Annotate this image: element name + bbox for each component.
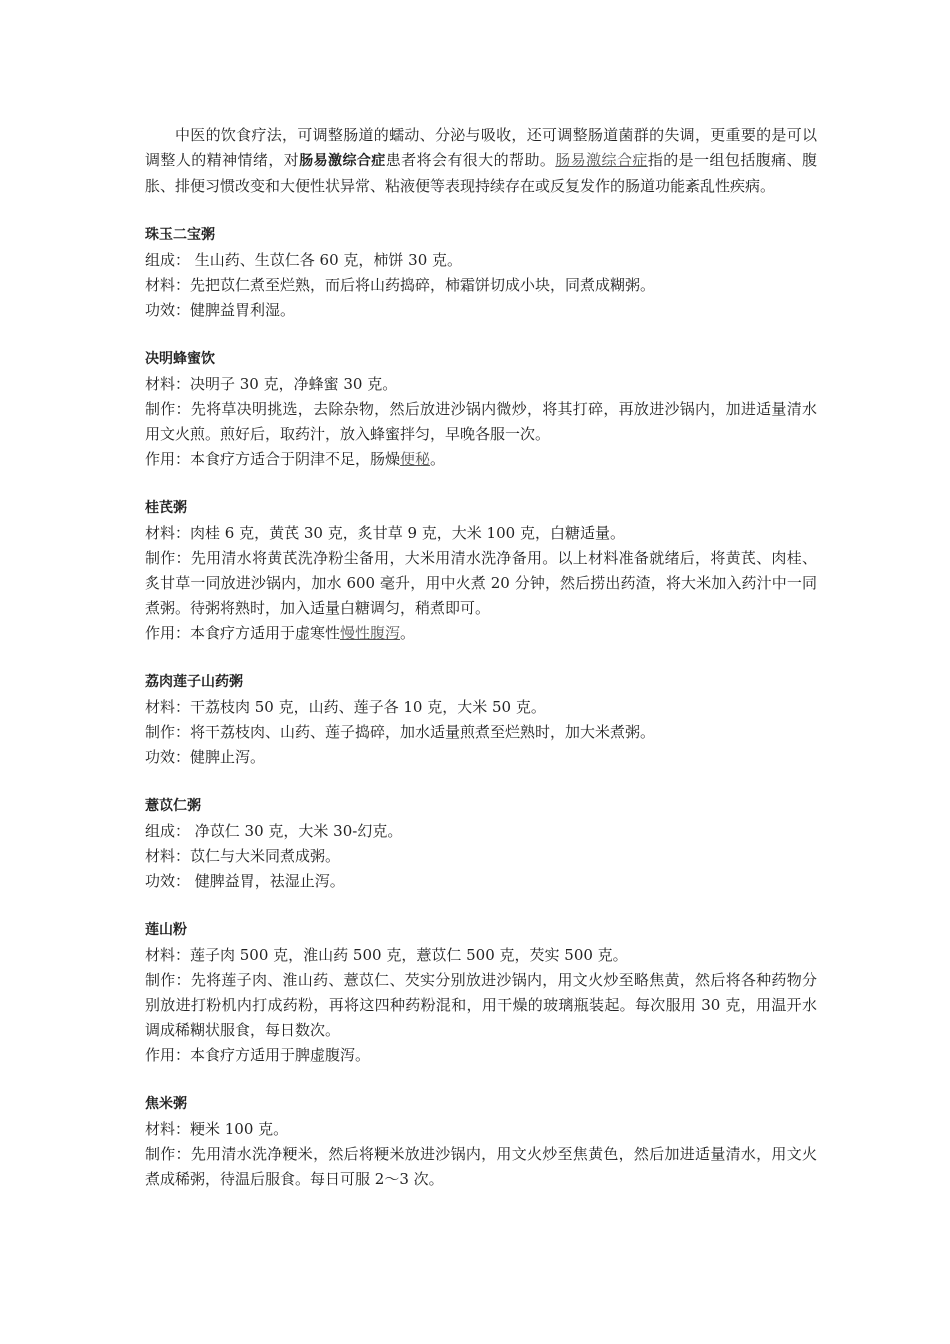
recipe-line: 材料：先把苡仁煮至烂熟，而后将山药捣碎，柿霜饼切成小块，同煮成糊粥。 — [145, 276, 656, 294]
effect-end: 。 — [400, 624, 416, 642]
recipe-line: 制作：先将草决明挑选，去除杂物，然后放进沙锅内微炒，将其打碎，再放进沙锅内，加进适量清水用文火煎。煎好后，取药汁，放入蜂蜜拌匀，早晚各服一次。 — [145, 400, 817, 443]
intro-text-c: 指的是一组包括腹痛、腹胀、排便习惯改变和大便性状异常、粘液便等表现持续存在或反复发作的肠道功能紊乱性疾病。 — [145, 151, 817, 195]
recipe-line: 制作：先用清水洗净粳米，然后将粳米放进沙锅内，用文火炒至焦黄色，然后加进适量清水，用文火煮成稀粥，待温后服食。每日可服 2～3 次。 — [145, 1145, 817, 1188]
recipe-zhuyu-erbao-porridge — [145, 223, 817, 323]
recipe-line: 材料：苡仁与大米同煮成粥。 — [145, 847, 341, 865]
recipe-line: 材料：肉桂 6 克，黄芪 30 克，炙甘草 9 克，大米 100 克，白糖适量。 — [145, 524, 625, 542]
intro-text-b: 患者将会有很大的帮助。 — [385, 151, 556, 169]
recipe-effect-line — [145, 621, 817, 646]
recipe-title: 薏苡仁粥 — [145, 798, 201, 814]
recipe-jueming-honey-drink — [145, 347, 817, 472]
recipe-line: 材料：干荔枝肉 50 克，山药、莲子各 10 克，大米 50 克。 — [145, 698, 546, 716]
recipe-lian-shan-powder — [145, 918, 817, 1068]
recipe-title: 决明蜂蜜饮 — [145, 351, 215, 367]
recipe-line: 组成： 生山药、生苡仁各 60 克，柿饼 30 克。 — [145, 251, 463, 269]
recipe-line: 材料：粳米 100 克。 — [145, 1120, 289, 1138]
recipe-title: 荔肉莲子山药粥 — [145, 674, 243, 690]
recipe-line: 材料：决明子 30 克，净蜂蜜 30 克。 — [145, 375, 398, 393]
recipe-line: 功效： 健脾益胃，祛湿止泻。 — [145, 872, 345, 890]
recipe-coix-seed-porridge — [145, 794, 817, 894]
recipe-effect-line — [145, 447, 817, 472]
recipe-line: 材料：莲子肉 500 克，淮山药 500 克，薏苡仁 500 克，芡实 500 克。 — [145, 946, 628, 964]
recipe-line: 制作：将干荔枝肉、山药、莲子捣碎，加水适量煎煮至烂熟时，加大米煮粥。 — [145, 723, 656, 741]
recipe-title: 珠玉二宝粥 — [145, 227, 215, 243]
recipe-lychee-lotus-yam-porridge — [145, 670, 817, 770]
chronic-diarrhea-link[interactable]: 慢性腹泻 — [340, 624, 401, 642]
recipe-title: 桂芪粥 — [145, 500, 187, 516]
effect-end: 。 — [430, 450, 446, 468]
constipation-link[interactable]: 便秘 — [400, 450, 431, 468]
recipe-line: 功效：健脾益胃利湿。 — [145, 301, 296, 319]
effect-text: 作用：本食疗方适用于虚寒性 — [145, 624, 341, 642]
document-page — [145, 123, 817, 1216]
recipe-gui-qi-porridge — [145, 496, 817, 646]
recipe-scorched-rice-porridge — [145, 1092, 817, 1192]
intro-paragraph — [145, 123, 817, 199]
intro-text-a: 中医的饮食疗法，可调整肠道的蠕动、分泌与吸收，还可调整肠道菌群的失调，更重要的是可以调整人的精神情绪，对 — [145, 126, 817, 169]
recipe-line: 功效：健脾止泻。 — [145, 748, 266, 766]
intro-bold-term: 肠易激综合症 — [299, 153, 386, 169]
recipe-line: 作用：本食疗方适用于脾虚腹泻。 — [145, 1046, 371, 1064]
effect-text: 作用：本食疗方适合于阴津不足，肠燥 — [145, 450, 401, 468]
recipe-line: 组成： 净苡仁 30 克，大米 30-幻克。 — [145, 822, 403, 840]
recipe-line: 制作：先将莲子肉、淮山药、薏苡仁、芡实分别放进沙锅内，用文火炒至略焦黄，然后将各种药物分别放进打粉机内打成药粉，再将这四种药粉混和，用干燥的玻璃瓶装起。每次服用 30 克，用温开水调成稀糊状服食，每日数次。 — [145, 971, 817, 1039]
recipe-title: 焦米粥 — [145, 1096, 187, 1112]
recipe-line: 制作：先用清水将黄芪洗净粉尘备用，大米用清水洗净备用。以上材料准备就绪后，将黄芪、肉桂、炙甘草一同放进沙锅内，加水 600 毫升，用中火煮 20 分钟，然后捞出药渣，将大米加入药汁中一同煮粥。待粥将熟时，加入适量白糖调匀，稍煮即可。 — [145, 549, 817, 617]
recipe-title: 莲山粉 — [145, 922, 187, 938]
ibs-link[interactable]: 肠易激综合症 — [555, 151, 648, 169]
